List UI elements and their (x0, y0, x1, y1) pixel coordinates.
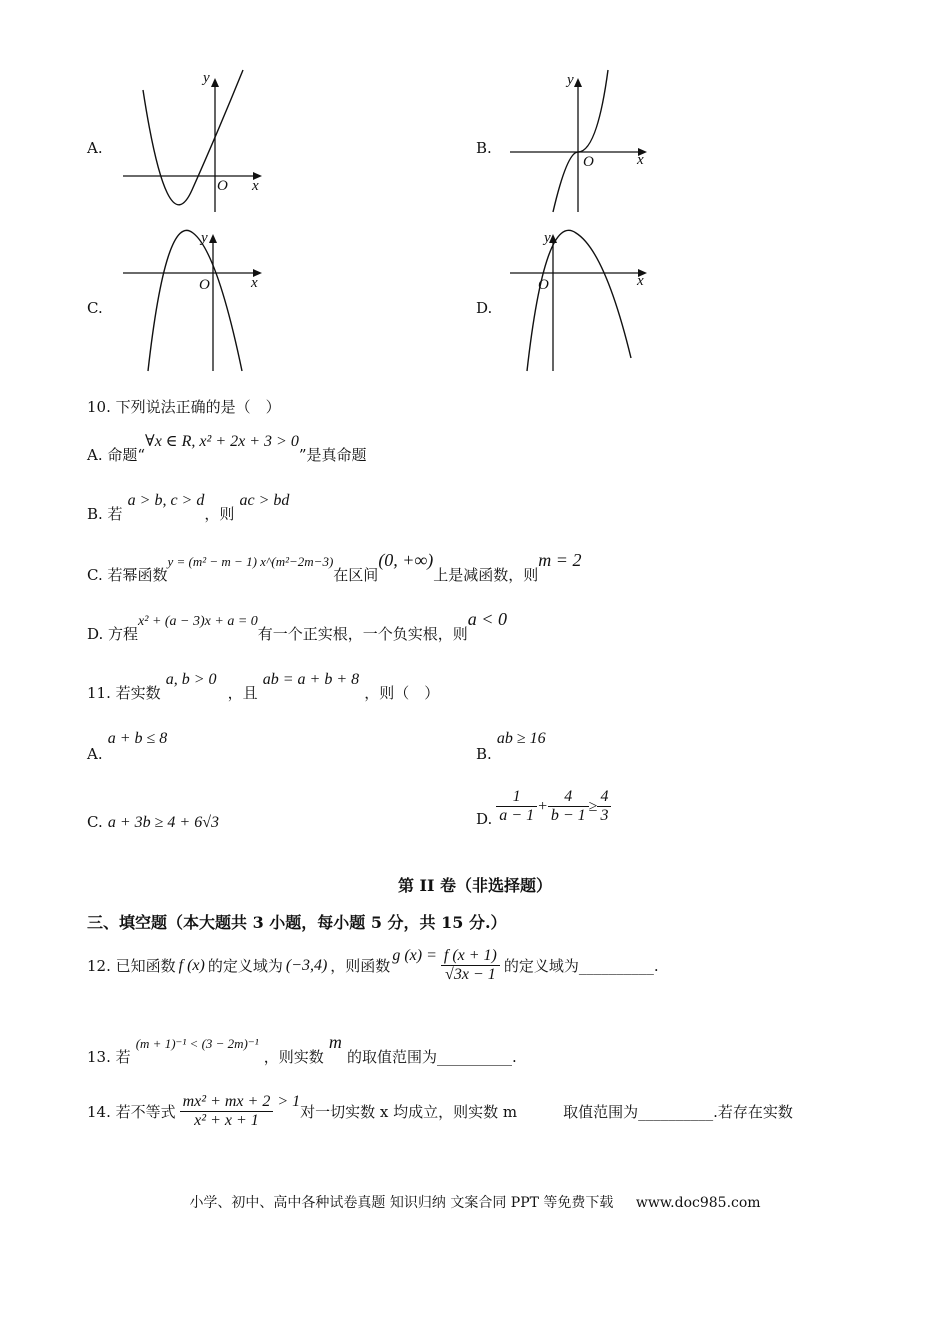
q13-suffix: 的取值范围为__________. (346, 1048, 517, 1066)
q11-stem-prefix: 11. 若实数 (87, 684, 161, 702)
graph-a-x-label: x (252, 178, 259, 194)
q11-b-label: B. (476, 745, 492, 763)
q13-prefix: 13. 若 (87, 1048, 131, 1066)
q10-b-label: B. 若 (87, 505, 123, 523)
q14-mid: 对一切实数 x 均成立，则实数 m (300, 1103, 518, 1121)
graph-b (505, 70, 665, 215)
q11-d-label: D. (476, 809, 493, 828)
q11-stem-mid: ，且 (227, 684, 258, 702)
graph-a-label: A. (87, 139, 103, 157)
q11-option-a (87, 728, 168, 763)
graph-a-y-label: y (203, 70, 210, 86)
q13-math: (m + 1)⁻¹ < (3 − 2m)⁻¹ (135, 1036, 259, 1051)
q10-option-d (87, 609, 507, 643)
q10-c-label: C. 若幂函数 (87, 566, 168, 584)
q10-b-math1: a > b, c > d (127, 492, 205, 509)
q10-c-mid2: 上是减函数，则 (433, 566, 539, 584)
q11-d-ge: ≥ (588, 797, 598, 815)
q12-suffix: 的定义域为__________. (503, 957, 659, 975)
graph-c (115, 228, 275, 378)
graph-a (115, 70, 275, 215)
q10-a-suffix: ”是真命题 (298, 446, 367, 464)
q10-option-c (87, 550, 582, 584)
graph-b-origin-label: O (583, 154, 594, 170)
q11-c-math: a + 3b ≥ 4 + 6√3 (107, 814, 219, 831)
q10-c-mid: 在区间 (333, 566, 379, 584)
graph-b-x-label: x (637, 152, 644, 168)
q10-stem: 10. 下列说法正确的是（ ） (87, 398, 281, 416)
q11-a-math: a + b ≤ 8 (107, 730, 168, 747)
q10-d-math1: x² + (a − 3)x + a = 0 (138, 614, 258, 629)
footer-url[interactable]: www.doc985.com (635, 1195, 761, 1211)
q12 (87, 947, 659, 984)
q11-a-label: A. (87, 745, 103, 763)
q11-d-plus: + (537, 797, 548, 815)
footer-text: 小学、初中、高中各种试卷真题 知识归纳 文案合同 PPT 等免费下载 (189, 1195, 614, 1211)
q12-mid: 的定义域为 (207, 957, 283, 975)
q10-a-label: A. 命题“ (87, 446, 146, 464)
q11-c-label: C. (87, 813, 103, 831)
graph-c-y-label: y (201, 230, 208, 246)
q11-d-fraction-3: $\frac{4}{3}$ (597, 788, 611, 825)
q14-fraction: $\frac{\text{mx² + mx + 2}}{\text{x² + x + 1}}$ (180, 1093, 274, 1130)
graph-c-label: C. (87, 299, 103, 317)
q11-stem (87, 668, 440, 702)
q12-math3: g (x) = (392, 946, 437, 964)
graph-b-y-label: y (567, 72, 574, 88)
q10-c-math2: (0, +∞) (378, 550, 434, 570)
q10-d-mid: 有一个正实根，一个负实根，则 (257, 625, 468, 643)
q10-option-a (87, 430, 367, 464)
graph-d-y-label: y (544, 230, 551, 246)
page-footer (0, 1192, 950, 1212)
graph-c-origin-label: O (199, 277, 210, 293)
q11-stem-math2: ab = a + b + 8 (262, 671, 360, 688)
q10-d-math2: a < 0 (467, 609, 507, 629)
graph-d-label: D. (476, 299, 493, 317)
graph-c-x-label: x (251, 275, 258, 291)
q10-c-math3: m = 2 (538, 550, 582, 570)
q14-prefix: 14. 若不等式 (87, 1103, 176, 1121)
section3-title: 三、填空题（本大题共 3 小题，每小题 5 分，共 15 分.） (87, 913, 507, 932)
q11-stem-suffix: ，则（ ） (364, 684, 440, 702)
q10-a-math: ∀x ∈ R, x² + 2x + 3 > 0 (145, 433, 299, 450)
graph-d-origin-label: O (538, 277, 549, 293)
q13-var: m (328, 1032, 342, 1052)
q13-mid: ，则实数 (263, 1048, 324, 1066)
q11-option-d (476, 788, 611, 828)
q12-math2: (−3,4) (285, 956, 328, 974)
q12-mid2: ，则函数 (330, 957, 391, 975)
q14-gt: > 1 (277, 1092, 301, 1110)
graph-b-label: B. (476, 139, 492, 157)
q10-b-mid: ，则 (204, 505, 235, 523)
q12-prefix: 12. 已知函数 (87, 957, 176, 975)
q13 (87, 1032, 517, 1066)
q10-c-math1: y = (m² − m − 1) x^(m²−2m−3) (167, 554, 334, 569)
q11-option-c (87, 812, 219, 832)
graph-d (505, 228, 665, 378)
q11-option-b (476, 728, 546, 763)
q12-fraction: $\frac{f (x + 1)}{√3x - 1}$ (441, 947, 500, 984)
q14 (87, 1093, 867, 1130)
section2-title: 第 II 卷（非选择题） (397, 876, 553, 895)
q14-suffix: 取值范围为__________.若存在实数 (563, 1103, 793, 1121)
q12-math1: f (x) (178, 956, 205, 974)
q11-d-fraction-1: $\frac{1}{a - 1}$ (496, 788, 537, 825)
q11-stem-math1: a, b > 0 (165, 671, 217, 688)
q11-d-fraction-2: $\frac{4}{b - 1}$ (548, 788, 589, 825)
q10-b-math2: ac > bd (239, 492, 290, 509)
graph-d-x-label: x (637, 273, 644, 289)
graph-a-origin-label: O (217, 178, 228, 194)
q10-option-b (87, 489, 290, 523)
q11-b-math: ab ≥ 16 (496, 730, 546, 747)
q10-d-label: D. 方程 (87, 625, 139, 643)
